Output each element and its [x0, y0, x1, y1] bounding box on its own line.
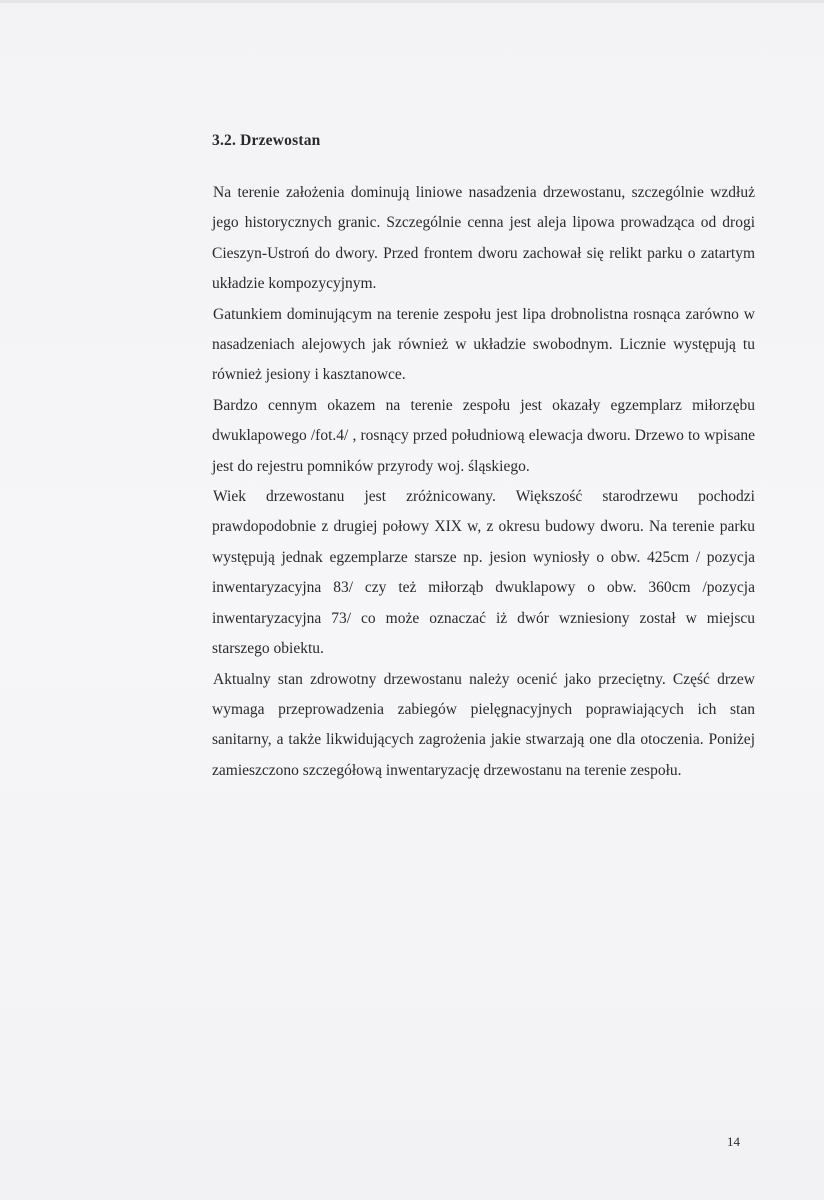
section-heading: 3.2. Drzewostan — [212, 132, 321, 149]
paragraph-5: Aktualny stan zdrowotny drzewostanu należy ocenić jako przeciętny. Część drzew wymaga przeprowadzenia zabiegów pielęgnacyjnych poprawiających ich stan sanitarny, a także likwidujących zagrożenia jakie stwarzają one dla otoczenia. Poniżej zamieszczono szczegółową inwentaryzację drzewostanu na terenie zespołu. — [212, 670, 755, 779]
page-number: 14 — [727, 1134, 740, 1149]
paragraph-3: Bardzo cennym okazem na terenie zespołu jest okazały egzemplarz miłorzębu dwuklapowego /fot.4/ , rosnący przed południową elewacja dworu. Drzewo to wpisane jest do rejestru pomników przyrody woj. śląskiego. — [212, 396, 755, 475]
page-top-edge — [0, 0, 824, 3]
paragraph-1: Na terenie założenia dominują liniowe nasadzenia drzewostanu, szczególnie wzdłuż jego historycznych granic. Szczególnie cenna jest aleja lipowa prowadząca od drogi Cieszyn-Ustroń do dwory. Przed frontem dworu zachował się relikt parku o zatartym układzie kompozycyjnym. — [212, 184, 755, 293]
paragraph-4: Wiek drzewostanu jest zróżnicowany. Większość starodrzewu pochodzi prawdopodobnie z drugiej połowy XIX w, z okresu budowy dworu. Na terenie parku występują jednak egzemplarze starsze np. jesion wyniosły o obw. 425cm / pozycja inwentaryzacyjna 83/ czy też miłorząb dwuklapowy o obw. 360cm /pozycja inwentaryzacyjna 73/ co może oznaczać iż dwór wzniesiony został w miejscu starszego obiektu. — [212, 488, 755, 658]
paragraph-2: Gatunkiem dominującym na terenie zespołu jest lipa drobnolistna rosnąca zarówno w nasadzeniach alejowych jak również w układzie swobodnym. Licznie występują tu również jesiony i kasztanowce. — [212, 305, 755, 384]
section-body — [212, 178, 755, 786]
